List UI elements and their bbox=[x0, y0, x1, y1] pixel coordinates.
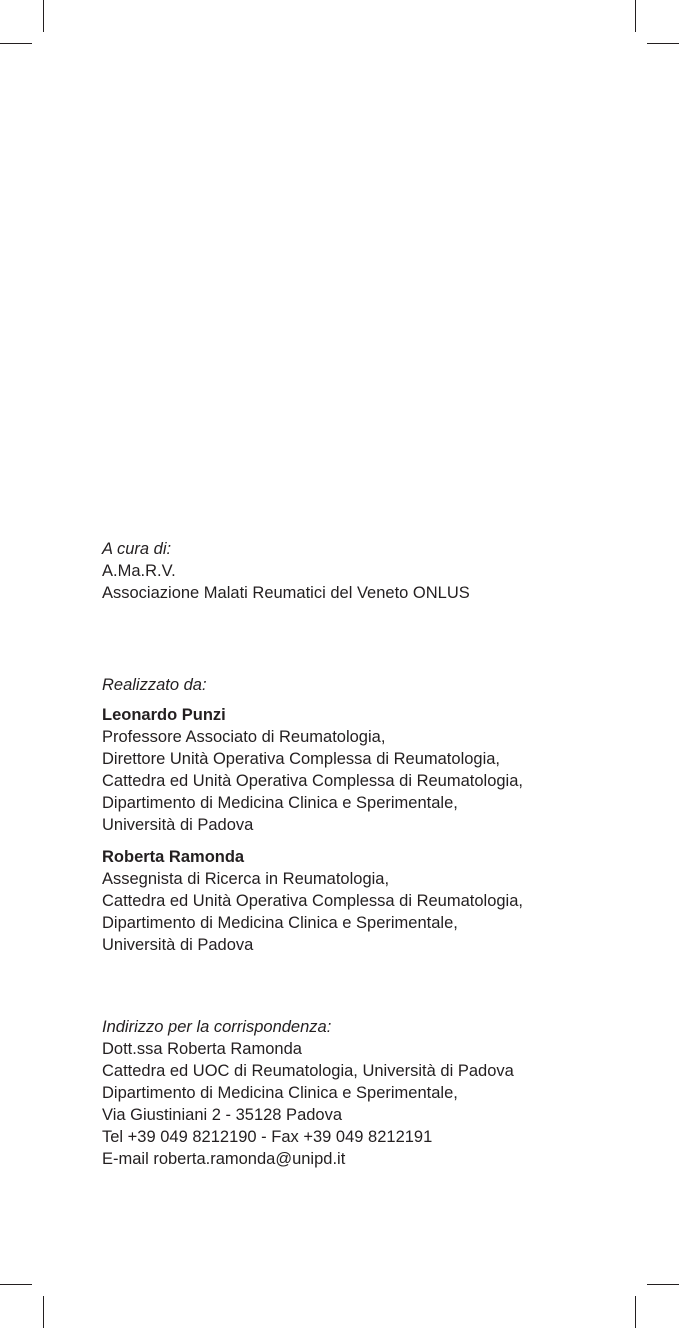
author-affiliation-line: Cattedra ed Unità Operativa Complessa di Reumatologia, bbox=[102, 772, 523, 790]
author-name: Leonardo Punzi bbox=[102, 706, 226, 724]
crop-mark-bottom-right-horizontal bbox=[647, 1284, 679, 1285]
author-affiliation-line: Dipartimento di Medicina Clinica e Sperimentale, bbox=[102, 794, 458, 812]
correspondence-section bbox=[102, 1016, 662, 1170]
crop-mark-top-right-vertical bbox=[635, 0, 636, 32]
author-block bbox=[102, 846, 662, 956]
colophon bbox=[102, 538, 662, 1170]
crop-mark-top-left-vertical bbox=[43, 0, 44, 32]
author-affiliation-line: Assegnista di Ricerca in Reumatologia, bbox=[102, 870, 390, 888]
author-affiliation-line: Cattedra ed Unità Operativa Complessa di Reumatologia, bbox=[102, 892, 523, 910]
authors-label: Realizzato da: bbox=[102, 676, 207, 694]
curated-by-label: A cura di: bbox=[102, 540, 172, 558]
curated-by-line: A.Ma.R.V. bbox=[102, 562, 176, 580]
crop-mark-bottom-left-vertical bbox=[43, 1296, 44, 1328]
author-name: Roberta Ramonda bbox=[102, 848, 245, 866]
correspondence-email: E-mail roberta.ramonda@unipd.it bbox=[102, 1150, 346, 1168]
author-affiliation-line: Direttore Unità Operativa Complessa di Reumatologia, bbox=[102, 750, 501, 768]
curated-by-line: Associazione Malati Reumatici del Veneto ONLUS bbox=[102, 584, 470, 602]
author-block bbox=[102, 704, 662, 836]
correspondence-line: Cattedra ed UOC di Reumatologia, Università di Padova bbox=[102, 1062, 514, 1080]
crop-mark-top-left-horizontal bbox=[0, 43, 32, 44]
author-affiliation-line: Università di Padova bbox=[102, 816, 254, 834]
author-affiliation-line: Università di Padova bbox=[102, 936, 254, 954]
crop-mark-top-right-horizontal bbox=[647, 43, 679, 44]
correspondence-line: Dott.ssa Roberta Ramonda bbox=[102, 1040, 302, 1058]
correspondence-phone-fax: Tel +39 049 8212190 - Fax +39 049 8212191 bbox=[102, 1128, 433, 1146]
authors-section bbox=[102, 674, 662, 956]
correspondence-line: Dipartimento di Medicina Clinica e Sperimentale, bbox=[102, 1084, 458, 1102]
curated-by-section bbox=[102, 538, 662, 604]
author-affiliation-line: Professore Associato di Reumatologia, bbox=[102, 728, 386, 746]
correspondence-label: Indirizzo per la corrispondenza: bbox=[102, 1018, 332, 1036]
author-affiliation-line: Dipartimento di Medicina Clinica e Sperimentale, bbox=[102, 914, 458, 932]
crop-mark-bottom-left-horizontal bbox=[0, 1284, 32, 1285]
crop-mark-bottom-right-vertical bbox=[635, 1296, 636, 1328]
correspondence-line: Via Giustiniani 2 - 35128 Padova bbox=[102, 1106, 343, 1124]
